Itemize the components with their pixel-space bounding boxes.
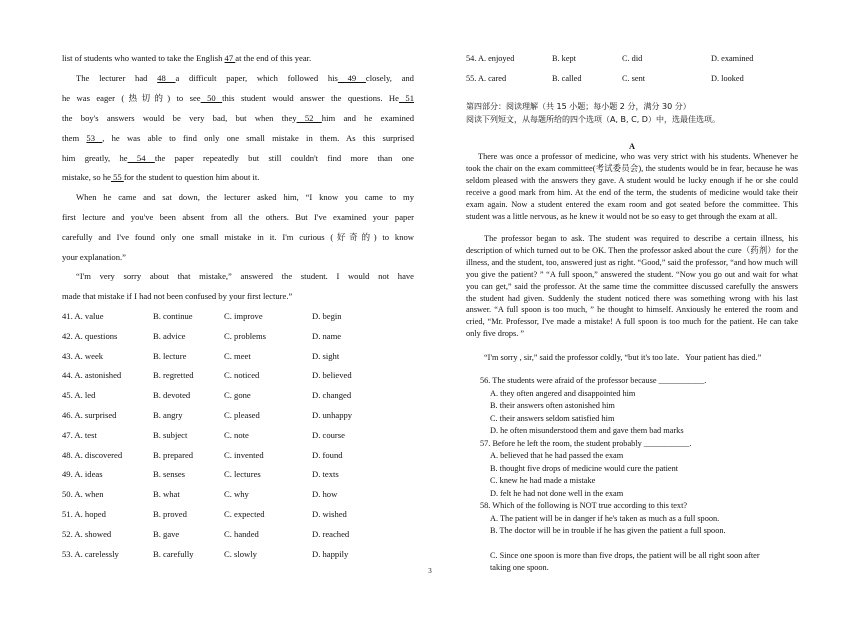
option-row <box>62 488 414 500</box>
option-b: B. lecture <box>153 350 187 361</box>
option-b: B. regretted <box>153 370 194 381</box>
option-d: D. believed <box>312 370 352 381</box>
option-a: 49. A. ideas <box>62 469 103 480</box>
option-c: C. invented <box>224 449 264 460</box>
option-a: 46. A. surprised <box>62 410 117 420</box>
option-b: B. kept <box>552 54 576 63</box>
question-choice: C. Since one spoon is more than five drops, the patient will be all right soon after taking one spoon. <box>490 550 760 572</box>
page-number: 3 <box>428 567 432 575</box>
blank-number: 49 <box>337 73 366 83</box>
option-b: B. angry <box>153 410 183 420</box>
passage-text: him and he examined <box>321 113 414 123</box>
option-b: B. proved <box>153 509 187 519</box>
blank-number: 54 <box>127 153 155 163</box>
option-d: D. found <box>312 449 343 460</box>
option-row <box>62 409 414 421</box>
option-c: C. sent <box>622 74 646 83</box>
passage-text: “I'm very sorry about that mistake,” answered the student. I would not have <box>76 271 414 281</box>
question-choice: C. knew he had made a mistake <box>490 476 596 485</box>
passage-line <box>62 290 414 302</box>
option-c: C. did <box>622 54 643 63</box>
option-b: B. called <box>552 74 582 83</box>
option-row <box>62 369 414 381</box>
question-stem: 57. Before he left the room, the student probably ___________. <box>480 438 692 448</box>
question-choice: C. their answers seldom satisfied him <box>490 413 615 423</box>
option-a: 48. A. discovered <box>62 449 123 460</box>
option-row <box>62 468 414 480</box>
passage-line <box>62 251 414 263</box>
option-row <box>62 350 414 362</box>
passage-text: list of students who wanted to take the English <box>62 53 225 63</box>
option-a: 54. A. enjoyed <box>466 54 515 63</box>
passage-text: he was eager (热切的) to see <box>62 93 201 103</box>
option-b: B. devoted <box>153 390 191 401</box>
section-title: 第四部分：阅读理解（共 15 小题；每小题 2 分，满分 30 分） <box>466 102 691 111</box>
option-row <box>62 548 414 560</box>
option-b: B. what <box>153 489 180 500</box>
passage-text: When he came and sat down, the lecturer asked him, “I know you came to my <box>76 192 414 202</box>
question-choice: B. thought five drops of medicine would cure the patient <box>490 463 679 473</box>
passage-line <box>62 112 414 124</box>
option-row <box>62 528 414 540</box>
passage-paragraph-3: “I'm sorry , sir,” said the professor coldly, “but it's too late．Your patient has died.” <box>484 353 762 362</box>
option-a: 44. A. astonished <box>62 370 122 381</box>
passage-text: this student would answer the questions. He <box>222 93 399 103</box>
option-a: 50. A. when <box>62 489 104 500</box>
passage-text: carefully and I've found only one small mistake in it. I'm curious (好奇的) to know <box>62 232 414 242</box>
passage-text: at the end of this year. <box>235 53 312 63</box>
passage-text: for the student to question him about it. <box>123 172 260 182</box>
option-c: C. improve <box>224 311 263 321</box>
blank-number: 53 <box>86 133 103 143</box>
passage-text: him greatly, he <box>62 153 128 163</box>
passage-line <box>62 211 414 223</box>
option-c: C. gone <box>224 390 251 401</box>
blank-number: 55 <box>110 172 124 182</box>
passage-line <box>62 171 414 183</box>
passage-text: the paper repeatedly but still couldn't find more than one <box>154 153 414 163</box>
option-row <box>466 73 798 85</box>
passage-text: closely, and <box>365 73 414 83</box>
blank-number: 50 <box>200 93 223 103</box>
option-row <box>62 429 414 441</box>
section-instructions: 阅读下列短文，从每题所给的四个选项（A, B, C, D）中，选最佳选项。 <box>466 115 720 124</box>
option-d: D. unhappy <box>312 410 353 420</box>
question-choice: B. their answers often astonished him <box>490 401 615 410</box>
option-a: 55. A. cared <box>466 74 507 83</box>
blank-number: 48 <box>157 73 176 83</box>
question-stem: 58. Which of the following is NOT true according to this text? <box>480 501 688 510</box>
passage-text: first lecture and you've been absent from all the others. But I've examined your paper <box>62 212 414 222</box>
option-d: D. looked <box>711 74 744 83</box>
option-row <box>62 508 414 520</box>
option-d: D. changed <box>312 390 352 401</box>
passage-text: the boy's answers would be very bad, but when they <box>62 113 297 123</box>
option-a: 53. A. carelessly <box>62 548 119 559</box>
question-choice: B. The doctor will be in trouble if he has given the patient a full spoon. <box>490 526 726 535</box>
question-choice: A. The patient will be in danger if he's taken as much as a full spoon. <box>490 513 720 523</box>
option-row <box>62 449 414 461</box>
option-c: C. problems <box>224 330 267 341</box>
option-b: B. continue <box>153 311 193 321</box>
option-d: D. happily <box>312 548 349 559</box>
option-a: 42. A. questions <box>62 330 118 341</box>
blank-number: 52 <box>296 113 322 123</box>
option-c: C. slowly <box>224 548 257 559</box>
passage-text: mistake, so he <box>62 172 111 182</box>
passage-line <box>62 92 414 104</box>
option-c: C. pleased <box>224 410 260 420</box>
option-c: C. noticed <box>224 370 260 381</box>
passage-text: a difficult paper, which followed his <box>175 73 338 83</box>
option-d: D. texts <box>312 469 339 480</box>
option-c: C. lectures <box>224 469 261 480</box>
option-row <box>62 389 414 401</box>
passage-paragraph-2: The professor began to ask. The student was required to describe a certain illness, his description of which turned out to be OK. Then the professor asked about the cure（药剂）for the illness, and the student, too, answered just as right. “Good,” said the professor, “and how much will you give the patient? ” “A full spoon,” answered the student. “Now you go out and wait for what you can get,” said the professor. At the same time the committee discussed carefully the answers the student had given. Suddenly the student noticed there was something wrong with his last answer. “A full spoon is too much, ” he thought to himself. Anxiously he entered the room and cried, “Mr. Professor, I've made a mistake! A full spoon is too much for the patient. He can take only five drops. ” <box>466 234 798 339</box>
option-d: D. name <box>312 330 342 341</box>
passage-line <box>62 152 414 164</box>
option-b: B. carefully <box>153 548 194 559</box>
passage-text: made that mistake if I had not been confused by your first lecture.” <box>62 291 293 301</box>
option-a: 51. A. hoped <box>62 509 106 519</box>
option-b: B. advice <box>153 330 186 341</box>
passage-line <box>62 270 414 282</box>
passage-paragraph-1: There was once a professor of medicine, who was very strict with his students. Whenever he took the chair on the exam committee(考试委员会), the students would be in fear, because he was seldom pleased with the answers they gave. A student would be lucky enough if he or she could receive a good mark from him. At the end of the term, the students of medicine would take their exam again. Now a student entered the exam room and got seated before the committee. This student was a little nervous, as he knew it would not be so easy to get through the exam at all. <box>466 152 798 221</box>
option-c: C. meet <box>224 350 251 361</box>
passage-line <box>62 132 414 144</box>
option-a: 47. A. test <box>62 429 97 440</box>
passage-label: A <box>629 142 635 151</box>
blank-number: 47 <box>224 53 236 63</box>
passage-text: The lecturer had <box>76 73 158 83</box>
option-d: D. begin <box>312 311 342 321</box>
option-c: C. expected <box>224 509 265 519</box>
option-b: B. senses <box>153 469 185 480</box>
option-b: B. prepared <box>153 449 194 460</box>
question-choice: A. believed that he had passed the exam <box>490 451 624 460</box>
passage-line <box>62 72 414 84</box>
option-a: 52. A. showed <box>62 528 112 539</box>
question-stem: 56. The students were afraid of the professor because ___________. <box>480 376 707 385</box>
option-b: B. subject <box>153 429 188 440</box>
option-row <box>62 330 414 342</box>
question-choice: D. felt he had not done well in the exam <box>490 488 624 498</box>
option-a: 41. A. value <box>62 311 104 321</box>
passage-line <box>62 52 414 64</box>
option-d: D. wished <box>312 509 347 519</box>
option-a: 43. A. week <box>62 350 104 361</box>
passage-line <box>62 231 414 243</box>
option-c: C. note <box>224 429 249 440</box>
option-a: 45. A. led <box>62 390 96 401</box>
question-choice: D. he often misunderstood them and gave them bad marks <box>490 426 684 435</box>
option-d: D. examined <box>711 54 754 63</box>
blank-number: 51 <box>398 93 415 103</box>
passage-text: them <box>62 133 87 143</box>
option-row <box>466 53 798 65</box>
question-choice: A. they often angered and disappointed him <box>490 388 636 398</box>
passage-text: your explanation.” <box>62 252 126 262</box>
option-d: D. sight <box>312 350 340 361</box>
option-d: D. course <box>312 429 345 440</box>
option-row <box>62 310 414 322</box>
option-c: C. why <box>224 489 249 500</box>
passage-line <box>62 191 414 203</box>
option-d: D. reached <box>312 528 350 539</box>
option-c: C. handed <box>224 528 259 539</box>
option-d: D. how <box>312 489 338 500</box>
passage-text: , he was able to find only one small mistake in them. As this surprised <box>102 133 414 143</box>
option-b: B. gave <box>153 528 180 539</box>
